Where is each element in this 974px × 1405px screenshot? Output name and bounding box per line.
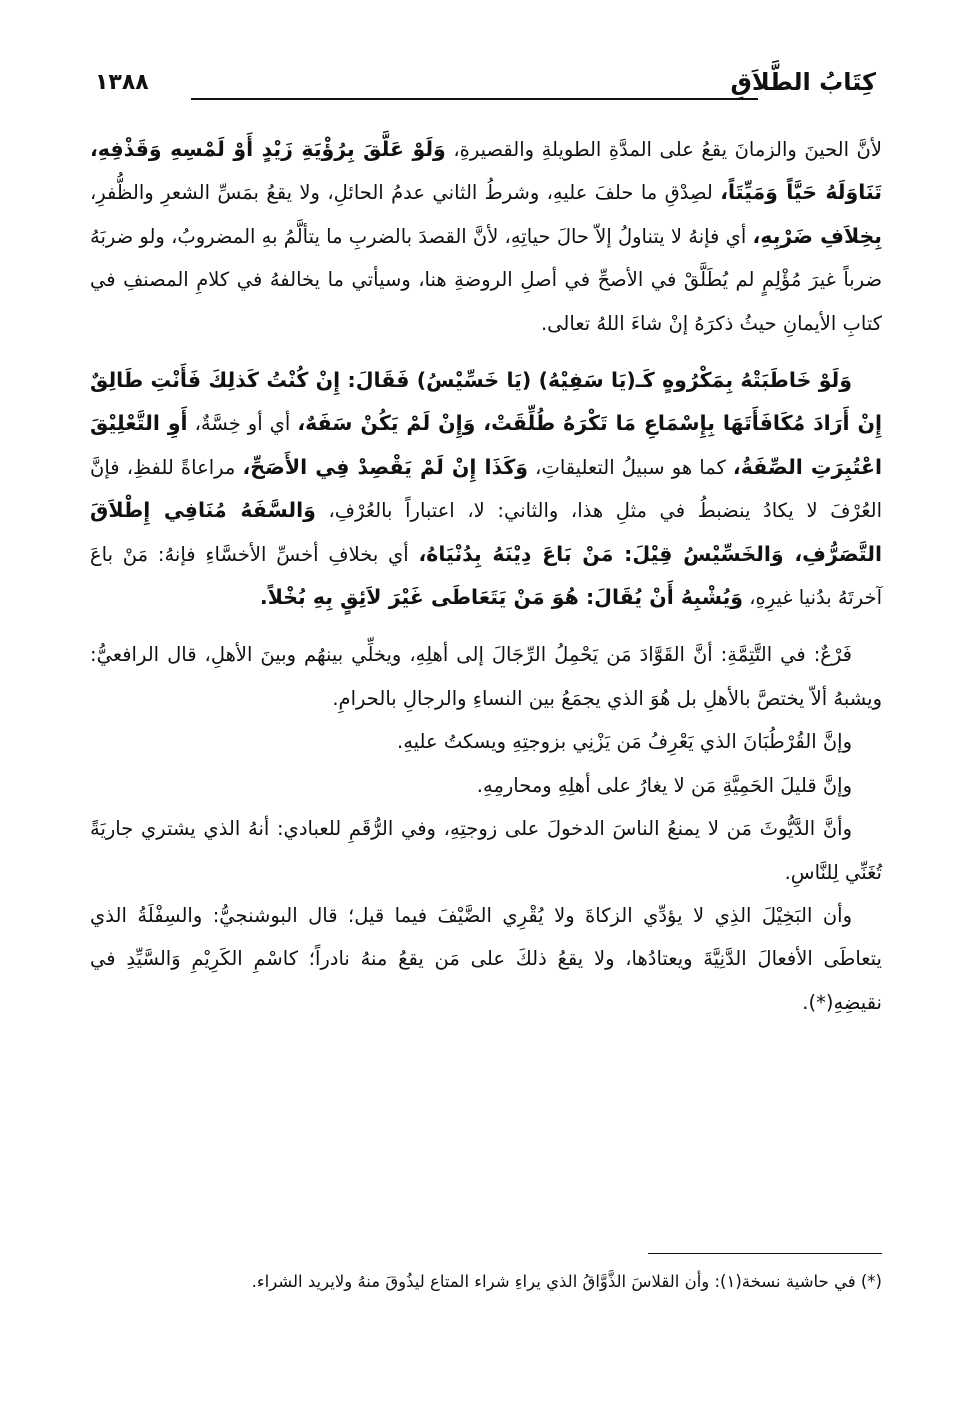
matn-segment: بِخِلاَفِ ضَرْبِهِ، [752, 223, 882, 248]
text-segment: أي أو خِسَّةٌ، [187, 412, 298, 436]
text-segment: فَرْعٌ: في التَّتِمَّةِ: أنَّ القَوَّادَ مَن يَحْمِلُ الرِّجَالَ إلى أهلِهِ، ويخلِّي بينهُم وبينَ الأهلِ، قال الرافعيُّ: ويشبهُ ألاّ يختصَّ بالأهلِ بل هُوَ الذي يجمَعُ بين النساءِ والرجالِ بالحرامِ. [90, 643, 882, 710]
paragraph-5 [90, 764, 882, 807]
text-segment: أي فإنهُ لا يتناولُ إلاّ حالَ حياتِهِ، لأنَّ القصدَ بالضربِ ما يتألَّمُ بهِ المضروبُ، ولو ضربَهُ ضرباً غيرَ مُؤْلِمٍ لم يُطَلَّقْ في الأصحِّ في أصلِ الروضةِ هنا، وسيأتي ما يخالفهُ في كلامِ المصنفِ في كتابِ الأيمانِ حيثُ ذكرَهُ إنْ شاءَ اللهُ تعالى. [90, 224, 882, 335]
paragraph-2 [90, 359, 882, 619]
text-segment: كما هو سبيلُ التعليقاتِ، [528, 455, 733, 479]
paragraph-1 [90, 128, 882, 345]
text-segment: لصِدْقِ ما حلفَ عليهِ، وشرطُ الثاني عدمُ الحائلِ، ولا يقعُ بمَسِّ الشعرِ والظُّفرِ، [90, 181, 721, 205]
matn-segment: أَوِ التَّعْلِيْقَ اعْتُبِرَتِ الصِّفَةُ، [90, 411, 883, 479]
running-title: كِتَابُ الطَّلاَقِ [730, 68, 876, 96]
paragraph-4 [90, 720, 882, 763]
text-segment: لأنَّ الحينَ والزمانَ يقعُ على المدَّةِ الطويلةِ والقصيرةِ، [445, 138, 882, 161]
header-rule [191, 98, 758, 100]
paragraph-7 [90, 894, 882, 1024]
matn-segment: وَالسَّفَهُ مُنَافِي إِطْلاَقَ التَّصَرُّفِ، وَالخَسِّيْسُ قِيْلَ: مَنْ بَاعَ دِيْنَهُ بِدُنْيَاهُ، [90, 498, 883, 566]
text-segment: أي بخلافِ أخسِّ الأخسَّاءِ فإنهُ: مَنْ باعَ آخرتَهُ بدُنيا غيرِهِ، [90, 542, 882, 610]
matn-segment: وَيُشْبِهُ أَنْ يُقَالَ: هُوَ مَنْ يَتَعَاطَى غَيْرَ لاَئِقٍ بِهِ بُخْلاً. [259, 585, 744, 610]
matn-segment: وَكَذَا إِنْ لَمْ يَقْصِدْ فِي الأَصَحِّ، [242, 454, 529, 479]
text-segment: وإنَّ قليلَ الحَمِيَّةِ مَن لا يغارُ على أهلِهِ ومحارمِهِ. [476, 773, 852, 797]
matn-segment: وَلَوْ خَاطَبَتْهُ بِمَكْرُوهٍ كَـ(يَا سَفِيْهُ) (يَا خَسِّيْسُ) فَقَالَ: إِنْ كُنْتُ كَذلِكَ فَأَنْتِ طَالِقٌ إِنْ أَرَادَ مُكَافَأَتَهَا بِإِسْمَاعِ مَا تَكْرَهُ طُلِّقَتْ، وَإِنْ لَمْ يَكُنْ سَفَهٌ، [90, 368, 882, 436]
text-segment: وإنَّ القُرْطُبَانَ الذي يَعْرِفُ مَن يَزْنِي بزوجتِهِ ويسكتُ عليهِ. [397, 730, 852, 754]
matn-segment: وَلَوْ عَلَّقَ بِرُؤْيَةِ زَيْدٍ أَوْ لَمْسِهِ وَقَذْفِهِ، تَنَاوَلَهُ حَيَّاً وَمَيِّتَاً، [90, 137, 883, 205]
paragraph-3 [90, 633, 882, 720]
footnote: (*) في حاشية نسخة(١): وأن القلاسَ الذَّوَّاقُ الذي يراءِ شراء المتاع ليذُوقَ منهُ ولايريد الشراء. [251, 1272, 882, 1291]
text-segment: وأن البَخِيْلَ الذِي لا يؤدِّي الزكاةَ ولا يُقْرِي الضَّيْفَ فيما قيل؛ قال البوشنجيُّ: والسِفْلَةُ الذي يتعاطَى الأفعالَ الدَّنِيَّةَ ويعتادُها، ولا يقعُ ذلكَ على مَن يقعُ منهُ نادراً؛ كاسْمِ الكَرِيْمِ وَالسَّيِّدِ في نقيضِهِ(*). [90, 903, 882, 1014]
text-segment: وأنَّ الدَّيُّوثَ مَن لا يمنعُ الناسَ الدخولَ على زوجتِهِ، وفي الرُّقَمِ للعبادي: أنهُ الذي يشتري جاريَةً تُغَنِّي لِلنَّاسِ. [90, 817, 882, 884]
main-text [90, 128, 882, 1024]
paragraph-6 [90, 807, 882, 894]
page-header [95, 64, 876, 106]
footnote-rule [648, 1253, 882, 1254]
text-segment: مراعاةً للفظِ، فإنَّ العُرْفَ لا يكادُ ينضبطُ في مثلِ هذا، والثاني: لا، اعتباراً بالعُرْفِ، [90, 455, 882, 523]
page-number: ١٣٨٨ [95, 70, 149, 95]
